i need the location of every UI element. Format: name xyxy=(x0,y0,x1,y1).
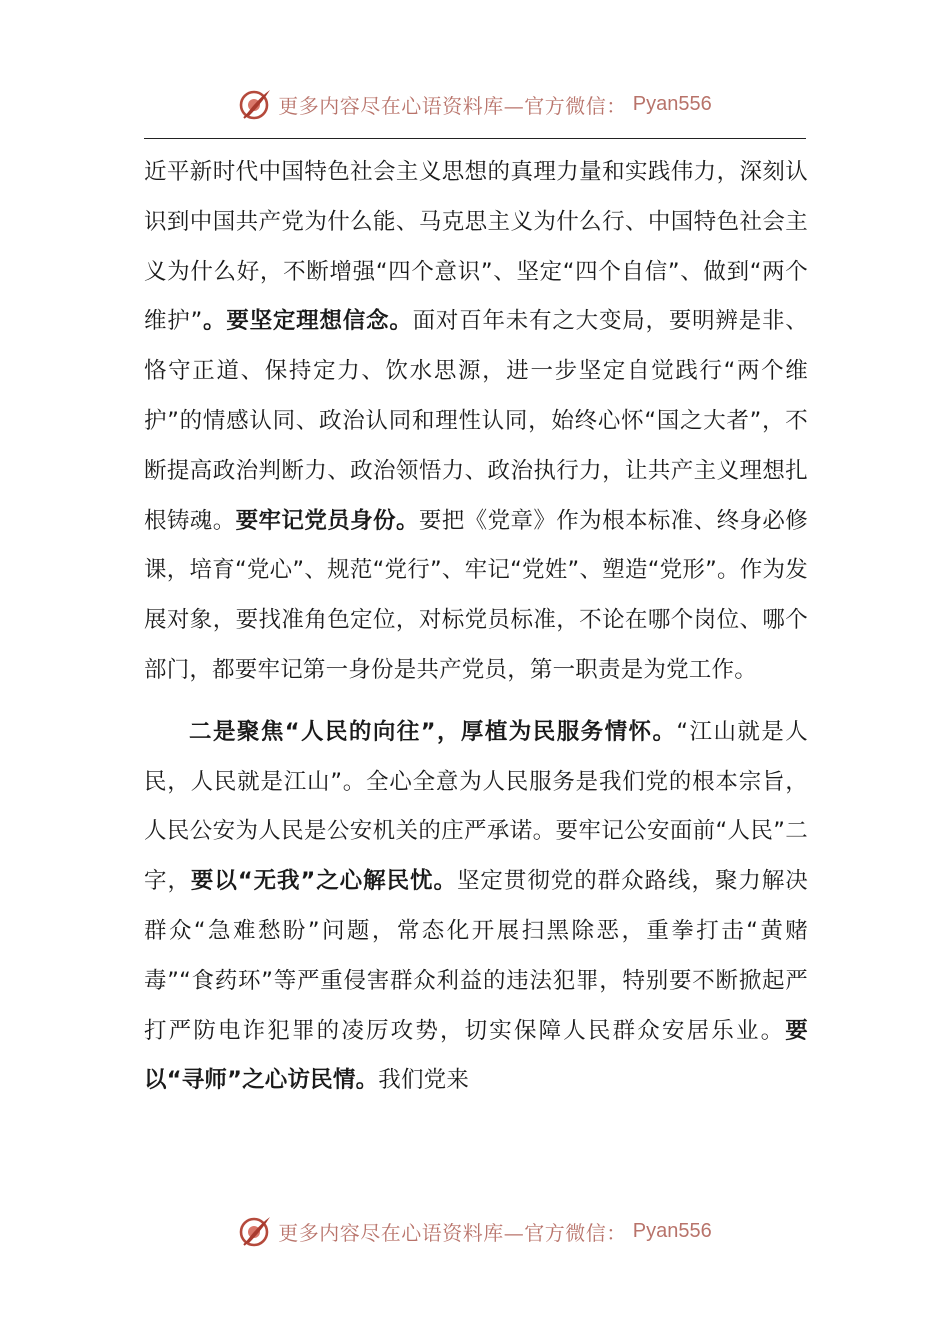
paragraph-1 xyxy=(144,148,808,696)
p2-bold-1: 要以“无我”之心解民忧。 xyxy=(190,868,457,895)
header-divider xyxy=(144,138,806,139)
document-body xyxy=(144,148,808,1106)
wechat-handle: Pyan556 xyxy=(632,1219,712,1242)
p1-text-2: 面对百年未有之大变局，要明辨是非、恪守正道、保持定力、饮水思源，进一步坚定自觉践行“两个维护”的情感认同、政治认同和理性认同，始终心怀“国之大者”，不断提高政治判断力、政治领悟力、政治执行力，让共产主义理想扎根铸魂。 xyxy=(144,308,808,534)
quill-seal-logo-icon xyxy=(238,87,272,121)
p1-text-3: 要把《党章》作为根本标准、终身必修课，培育“党心”、规范“党行”、牢记“党姓”、塑造“党形”。作为发展对象，要找准角色定位，对标党员标准，不论在哪个岗位、哪个部门，都要牢记第一身份是共产党员，第一职责是为党工作。 xyxy=(144,507,809,683)
paragraph-2 xyxy=(144,708,808,1106)
p1-bold-1: 。要坚定理想信念。 xyxy=(202,308,413,335)
header-banner xyxy=(0,84,950,124)
p2-text-1: “江山就是人民，人民就是江山”。全心全意为人民服务是我们党的根本宗旨，人民公安为人民是公安机关的庄严承诺。要牢记公安面前“人民”二字， xyxy=(144,718,809,895)
banner-text: 更多内容尽在心语资料库—官方微信： xyxy=(278,93,627,118)
p1-text-1: 近平新时代中国特色社会主义思想的真理力量和实践伟力，深刻认识到中国共产党为什么能、马克思主义为什么行、中国特色社会主义为什么好，不断增强“四个意识”、坚定“四个自信”、做到“两个维护” xyxy=(144,159,808,335)
p2-heading: 二是聚焦“人民的向往”，厚植为民服务情怀。 xyxy=(189,718,677,745)
p2-bold-2: 要以“寻师”之心访民情。 xyxy=(144,1017,808,1094)
wechat-handle: Pyan556 xyxy=(632,92,712,115)
p2-text-3: 我们党来 xyxy=(378,1067,470,1094)
banner-text: 更多内容尽在心语资料库—官方微信： xyxy=(278,1220,627,1245)
p2-text-2: 坚定贯彻党的群众路线，聚力解决群众“急难愁盼”问题，常态化开展扫黑除恶，重拳打击“黄赌毒”“食药环”等严重侵害群众利益的违法犯罪，特别要不断掀起严打严防电诈犯罪的凌厉攻势，切实保障人民群众安居乐业。 xyxy=(144,868,809,1044)
p1-bold-2: 要牢记党员身份。 xyxy=(235,507,419,534)
quill-seal-logo-icon xyxy=(238,1214,272,1248)
footer-banner xyxy=(0,1211,950,1251)
